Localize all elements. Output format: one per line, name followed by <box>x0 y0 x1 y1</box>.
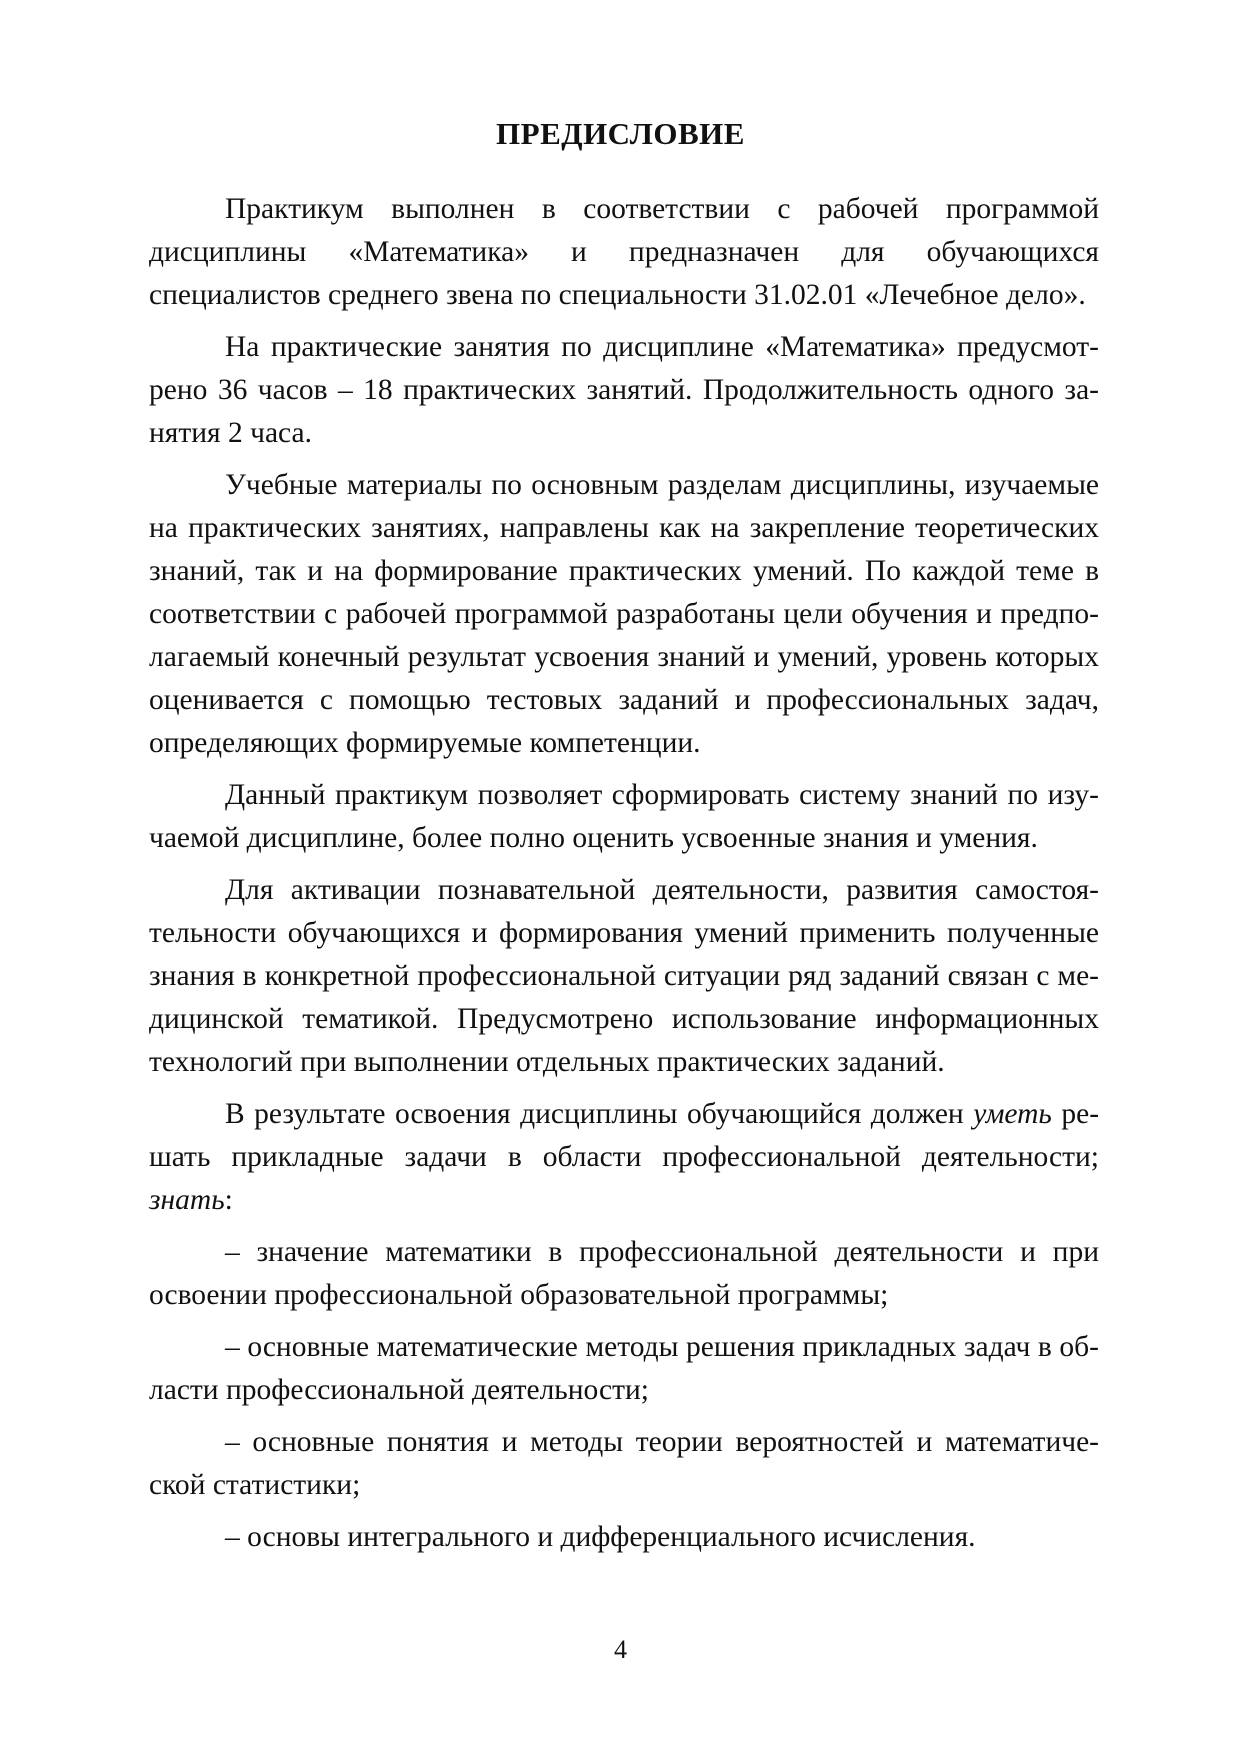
knowledge-item: – значение математики в профессиональной деятельности и при освоении профессиональной образовательной программы; <box>149 1236 1099 1311</box>
skill-text: решать прикладные задачи в области профессиональной деятельности; <box>149 1098 1100 1173</box>
knowledge-item: – основные математические методы решения прикладных задач в области профессиональной деятельности; <box>149 1331 1099 1406</box>
body-text <box>149 188 1099 1568</box>
knowledge-item: – основы интегрального и дифференциального исчисления. <box>225 1521 976 1553</box>
page-title: ПРЕДИСЛОВИЕ <box>496 116 745 151</box>
paragraph-practicum: Данный практикум позволяет сформировать систему знаний по изучаемой дисциплине, более полно оценить усвоенные знания и умения. <box>149 779 1099 854</box>
paragraph-outcomes <box>149 1093 1099 1222</box>
page-number: 4 <box>614 1635 627 1664</box>
knowledge-item: – основные понятия и методы теории вероятностей и математической статистики; <box>149 1426 1099 1501</box>
paragraph-purpose: Практикум выполнен в соответствии с рабочей программой дисциплины «Математика» и предназначен для обучающихся специалистов среднего звена по специальности 31.02.01 «Лечебное дело». <box>149 193 1099 311</box>
paragraph-materials: Учебные материалы по основным разделам дисциплины, изучаемые на практических занятиях, направлены как на закрепление теоретических знаний, так и на формирование практических умений. По каждой теме в соответствии с рабочей программой разработаны цели обучения и предполагаемый конечный результат усвоения знаний и умений, уровень которых оценивается с помощью тестовых заданий и профессиональных задач, определяющих формируемые компетенции. <box>149 469 1099 759</box>
knowledge-term: знать <box>149 1184 225 1216</box>
paragraph-activation: Для активации познавательной деятельности, развития самостоятельности обучающихся и формирования умений применить полученные знания в конкретной профессиональной ситуации ряд заданий связан с медицинской тематикой. Предусмотрено использование информационных технологий при выполнении отдельных практических заданий. <box>149 874 1099 1078</box>
knowledge-suffix: : <box>224 1184 233 1216</box>
outcomes-intro: В результате освоения дисциплины обучающийся должен <box>225 1098 974 1130</box>
paragraph-hours: На практические занятия по дисциплине «Математика» предусмотрено 36 часов – 18 практических занятий. Продолжительность одного занятия 2 часа. <box>149 331 1099 449</box>
skill-term: уметь <box>973 1098 1052 1130</box>
